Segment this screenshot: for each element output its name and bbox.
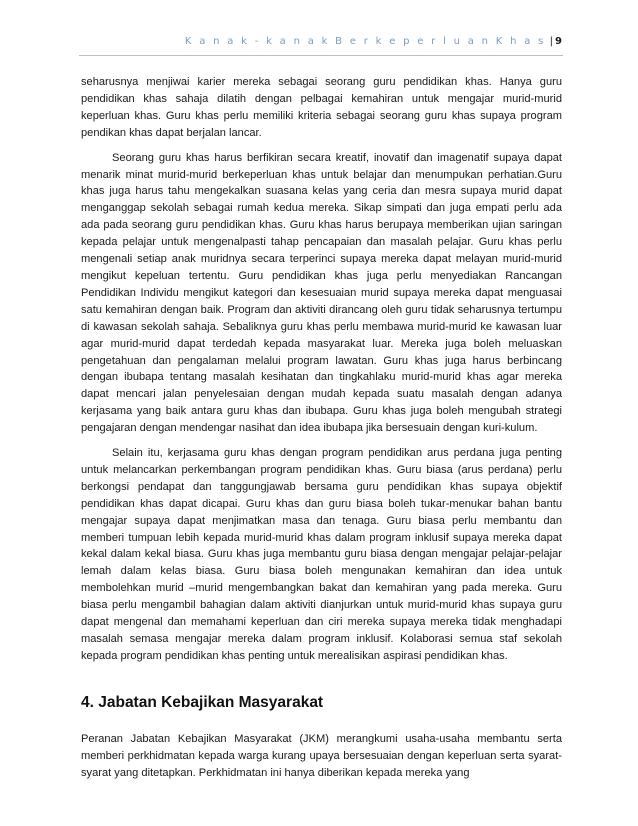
paragraph-3: Selain itu, kerjasama guru khas dengan program pendidikan arus perdana juga penting untuk melancarkan perkembangan program pendidikan khas. Guru biasa (arus perdana) perlu berkongsi pendapat dan tanggungjawab bersama guru pendidikan khas supaya objektif pendidikan khas dapat dicapai. Guru khas dan guru biasa boleh tukar-menukar bahan bantu mengajar supaya dapat menjimatkan masa dan tenaga. Guru biasa perlu membantu dan memberi tumpuan lebih kepada murid-murid khas dalam program inklusif supaya mereka dapat kekal dalam kekal biasa. Guru khas juga membantu guru biasa dengan mengajar pelajar-pelajar lemah dalam kelas biasa. Guru biasa boleh mengunakan kemahiran dan idea untuk membolehkan murid –murid mengembangkan bakat dan kemahiran yang pada mereka. Guru biasa perlu mengambil bahagian dalam aktiviti dianjurkan untuk murid-murid khas supaya guru dapat mengenal dan memahami keperluan dan ciri mereka supaya mereka tidak menghadapi masalah semasa mengajar mereka dalam program inklusif. Kolaborasi semua staf sekolah kepada program pendidikan khas penting untuk merealisikan aspirasi pendidikan khas. [81, 447, 562, 662]
header-rule [79, 55, 563, 56]
running-header [185, 36, 562, 47]
paragraph-1: seharusnya menjiwai karier mereka sebagai seorang guru pendidikan khas. Hanya guru pendidikan khas sahaja dilatih dengan pelbagai kemahiran untuk mengajar murid-murid keperluan khas. Guru khas perlu memiliki kriteria sebagai seorang guru khas supaya program pendikan khas dapat berjalan lancar. [81, 76, 562, 139]
section-heading: 4. Jabatan Kebajikan Masyarakat [81, 693, 324, 711]
document-body [81, 74, 562, 790]
page-number: 9 [555, 36, 562, 47]
header-title: K a n a k - k a n a k B e r k e p e r l u a n K h a s [184, 36, 546, 47]
section-paragraph: Peranan Jabatan Kebajikan Masyarakat (JKM) merangkumi usaha-usaha membantu serta memberi perkhidmatan kepada warga kurang upaya bersesuaian dengan keperluan serta syarat-syarat yang ditetapkan. Perkhidmatan ini hanya diberikan kepada mereka yang [81, 732, 562, 779]
header-separator: | [549, 36, 554, 47]
paragraph-2: Seorang guru khas harus berfikiran secara kreatif, inovatif dan imagenatif supaya dapat menarik minat murid-murid berkeperluan khas untuk belajar dan menumpukan perhatian.Guru khas juga harus tahu mengekalkan suasana kelas yang ceria dan mesra supaya murid dapat menganggap sekolah sebagai rumah kedua mereka. Sikap simpati dan juga empati perlu ada ada pada seorang guru pendidikan khas. Guru khas harus berupaya memberikan ujian saringan kepada pelajar untuk mengenalpasti tahap pencapaian dan masalah pelajar. Guru khas perlu mengenali setiap anak muridnya secara terperinci supaya mereka dapat melayan murid-murid mengikut kepeluan tertentu. Guru pendidikan khas juga perlu menyediakan Rancangan Pendidikan Individu mengikut kategori dan kesesuaian murid supaya mereka dapat menguasai satu kemahiran dengan baik. Program dan aktiviti dirancang oleh guru tidak seharusnya tertumpu di kawasan sekolah sahaja. Sebaliknya guru khas perlu membawa murid-murid ke kawasan luar agar murid-murid dapat terdedah kepada masyarakat luar. Mereka juga boleh meluaskan pengetahuan dan pengalaman melalui program lawatan. Guru khas juga harus berbincang dengan ibubapa tentang masalah kesihatan dan tingkahlaku murid-murid khas agar mereka dapat mencari jalan penyelesaian dengan mudah kepada suatu masalah dengan adanya kerjasama yang baik antara guru khas dan ibubapa. Guru khas juga boleh mengubah strategi pengajaran dengan mendengar nasihat dan idea ibubapa jika bersesuain dengan kuri-kulum. [81, 151, 562, 435]
